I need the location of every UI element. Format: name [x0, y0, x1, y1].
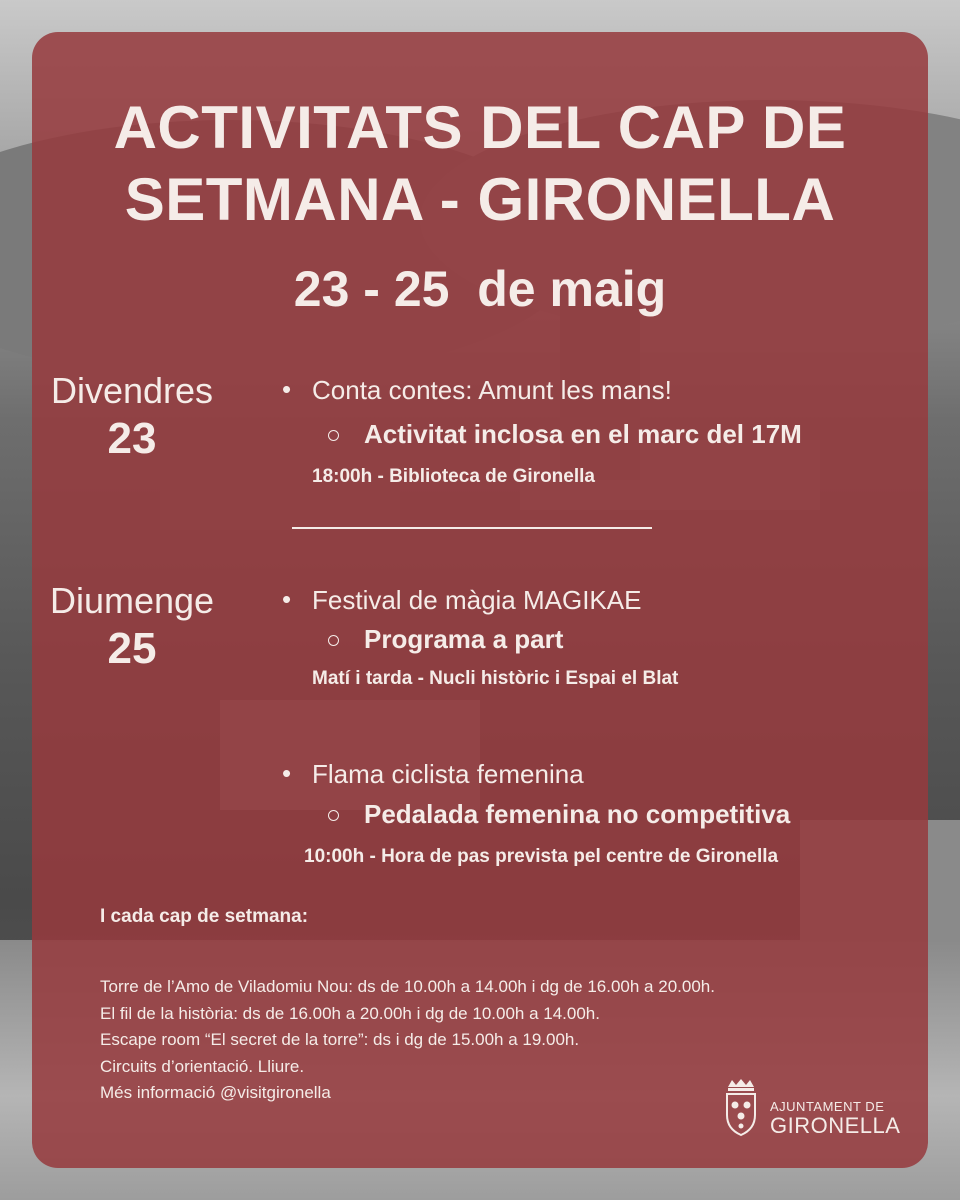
event-subtitle: Activitat inclosa en el marc del 17M	[364, 419, 802, 450]
weekly-line: Circuits d’orientació. Lliure.	[100, 1056, 305, 1076]
event-subtitle: Pedalada femenina no competitiva	[364, 799, 790, 830]
event-card	[32, 32, 928, 1168]
weekly-line: Escape room “El secret de la torre”: ds i dg de 15.00h a 19.00h.	[100, 1030, 580, 1049]
date-range: 23 - 25 de maig	[293, 261, 667, 317]
title-line-1: ACTIVITATS DEL CAP DE	[113, 94, 847, 161]
event-subtitle: Programa a part	[364, 624, 563, 655]
circle-bullet-icon	[328, 430, 339, 441]
day-number: 23	[107, 414, 157, 463]
day-friday	[32, 370, 232, 466]
weekly-title: I cada cap de setmana:	[100, 906, 309, 927]
weekly-line: El fil de la història: ds de 16.00h a 20.00h i dg de 10.00h a 14.00h.	[100, 1003, 600, 1023]
circle-bullet-icon	[328, 810, 339, 821]
page-title	[32, 92, 928, 236]
day-name: Divendres	[50, 370, 214, 411]
circle-bullet-icon	[328, 635, 339, 646]
day-sunday	[32, 580, 232, 676]
day-name: Diumenge	[49, 580, 215, 621]
coat-of-arms-icon	[722, 1077, 760, 1137]
weekly-list	[100, 974, 715, 1107]
title-line-2: SETMANA - GIRONELLA	[124, 166, 836, 233]
event-title: • Conta contes: Amunt les mans!	[312, 375, 672, 406]
weekly-line: Torre de l’Amo de Viladomiu Nou: ds de 10.00h a 14.00h i dg de 16.00h a 20.00h.	[100, 977, 715, 996]
event-info: 18:00h - Biblioteca de Gironella	[312, 466, 595, 487]
logo-line-1: AJUNTAMENT DE	[770, 1099, 885, 1114]
day-number: 25	[107, 624, 157, 673]
weekly-line: Més informació @visitgironella	[100, 1083, 331, 1102]
section-divider	[292, 527, 652, 529]
ajuntament-logo	[722, 1077, 912, 1147]
event-title: • Flama ciclista femenina	[312, 759, 584, 790]
event-info: 10:00h - Hora de pas prevista pel centre de Gironella	[304, 846, 779, 867]
event-info: Matí i tarda - Nucli històric i Espai el Blat	[312, 668, 679, 689]
logo-line-2: GIRONELLA	[770, 1113, 901, 1138]
event-title: • Festival de màgia MAGIKAE	[312, 585, 641, 616]
